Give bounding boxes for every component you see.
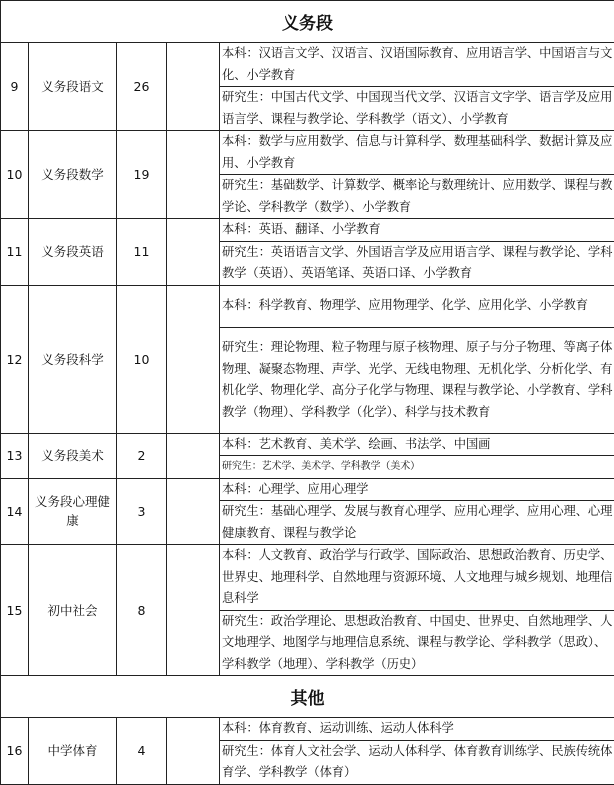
row-number: 13 [1,433,29,478]
table-row [1,43,614,87]
table-row [1,285,614,327]
grad-majors: 研究生：政治学理论、思想政治教育、中国史、世界史、自然地理学、人文地理学、地图学与地理信息系统、课程与教学论、学科教学（思政）、学科教学（地理）、学科教学（历史） [220,610,614,676]
headcount: 2 [117,433,167,478]
blank-cell [167,219,220,286]
undergrad-majors: 本科：英语、翻译、小学教育 [220,219,614,242]
grad-majors: 研究生：英语语言文学、外国语言学及应用语言学、课程与教学论、学科教学（英语）、英语笔译、英语口译、小学教育 [220,241,614,285]
table-row [1,131,614,175]
row-number: 16 [1,718,29,785]
grad-majors: 研究生：基础数学、计算数学、概率论与数理统计、应用数学、课程与教学论、学科教学（数学）、小学教育 [220,175,614,219]
blank-cell [167,285,220,433]
headcount: 10 [117,285,167,433]
grad-majors: 研究生：基础心理学、发展与教育心理学、应用心理学、应用心理、心理健康教育、课程与教学论 [220,501,614,545]
grad-majors: 研究生：艺术学、美术学、学科教学（美术） [220,456,614,479]
headcount: 11 [117,219,167,286]
subject-name: 初中社会 [29,545,117,676]
grad-majors: 研究生：中国古代文学、中国现当代文学、汉语言文字学、语言学及应用语言学、课程与教学论、学科教学（语文）、小学教育 [220,87,614,131]
grad-majors: 研究生：理论物理、粒子物理与原子核物理、原子与分子物理、等离子体物理、凝聚态物理、声学、光学、无线电物理、无机化学、分析化学、有机化学、物理化学、高分子化学与物理、课程与教学论、小学教育、学科教学（物理）、学科教学（化学）、科学与技术教育 [220,327,614,433]
blank-cell [167,478,220,545]
subject-name: 义务段语文 [29,43,117,131]
row-number: 9 [1,43,29,131]
subject-name: 义务段数学 [29,131,117,219]
blank-cell [167,545,220,676]
headcount: 4 [117,718,167,785]
undergrad-majors: 本科：艺术教育、美术学、绘画、书法学、中国画 [220,433,614,456]
table-row [1,545,614,611]
subject-name: 中学体育 [29,718,117,785]
grad-majors: 研究生：体育人文社会学、运动人体科学、体育教育训练学、民族传统体育学、学科教学（体育） [220,740,614,784]
table-row [1,433,614,456]
table-row [1,478,614,501]
row-number: 15 [1,545,29,676]
row-number: 10 [1,131,29,219]
section-title: 其他 [1,676,614,718]
blank-cell [167,433,220,478]
table-row [1,219,614,242]
undergrad-majors: 本科：心理学、应用心理学 [220,478,614,501]
row-number: 11 [1,219,29,286]
headcount: 8 [117,545,167,676]
undergrad-majors: 本科：科学教育、物理学、应用物理学、化学、应用化学、小学教育 [220,285,614,327]
blank-cell [167,131,220,219]
headcount: 3 [117,478,167,545]
row-number: 14 [1,478,29,545]
blank-cell [167,43,220,131]
subject-name: 义务段美术 [29,433,117,478]
headcount: 19 [117,131,167,219]
undergrad-majors: 本科：体育教育、运动训练、运动人体科学 [220,718,614,741]
undergrad-majors: 本科：汉语言文学、汉语言、汉语国际教育、应用语言学、中国语言与文化、小学教育 [220,43,614,87]
subject-name: 义务段科学 [29,285,117,433]
subject-name: 义务段英语 [29,219,117,286]
blank-cell [167,718,220,785]
undergrad-majors: 本科：人文教育、政治学与行政学、国际政治、思想政治教育、历史学、世界史、地理科学、自然地理与资源环境、人文地理与城乡规划、地理信息科学 [220,545,614,611]
section-title: 义务段 [1,1,614,43]
undergrad-majors: 本科：数学与应用数学、信息与计算科学、数理基础科学、数据计算及应用、小学教育 [220,131,614,175]
row-number: 12 [1,285,29,433]
table-row [1,718,614,741]
subject-name: 义务段心理健康 [29,478,117,545]
headcount: 26 [117,43,167,131]
